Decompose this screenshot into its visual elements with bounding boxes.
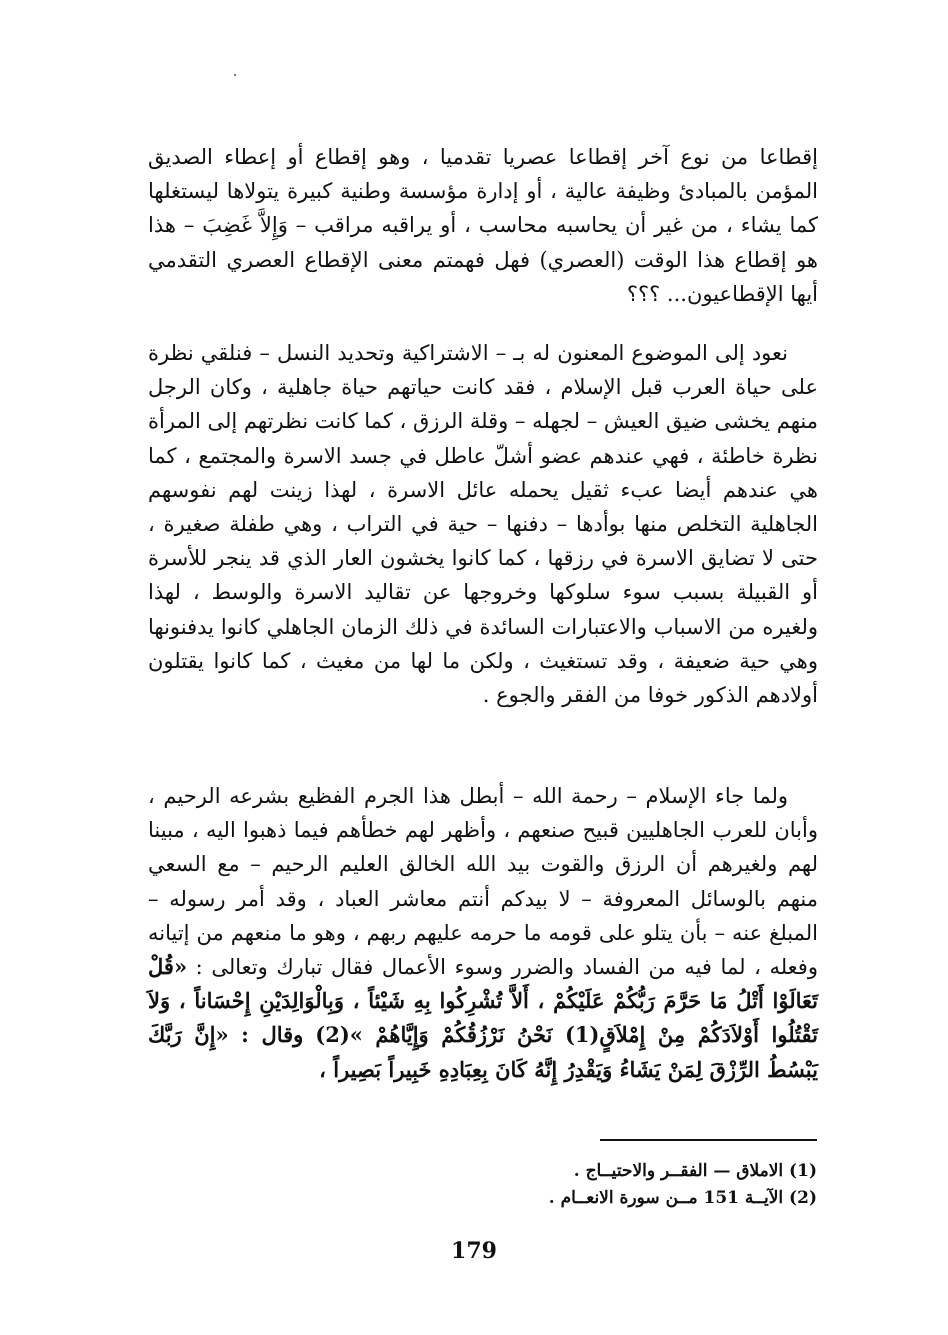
quran-verse-2: وقال : «إِنَّ رَبَّكَ يَبْسُطُ الرِّزْقَ لِمَنْ يَشَاءُ وَيَقْدِرُ إِنَّهُ كَانَ بِعِبَادِهِ خَبِيراً بَصِيراً ،	[148, 1022, 818, 1082]
footnote-1: (1) الاملاق — الفقــر والاحتيــاج .	[573, 1161, 817, 1181]
footnotes	[380, 1158, 817, 1212]
page-number: 179	[451, 1238, 497, 1264]
scan-speck	[234, 74, 236, 76]
paragraph-2-text: نعود إلى الموضوع المعنون له بـ – الاشتراكية وتحديد النسل – فنلقي نظرة على حياة العرب قبل الإسلام ، فقد كانت حياتهم حياة جاهلية ، وكان الرجل منهم يخشى ضيق العيش – لجهله – وقلة الرزق ، كما كانت نظرتهم إلى المرأة نظرة خاطئة ، فهي عندهم عضو أشلّ عاطل في جسد الاسرة والمجتمع ، كما هي عندهم أيضا عبء ثقيل يحمله عائل الاسرة ، لهذا زينت لهم نفوسهم الجاهلية التخلص منها بوأدها – دفنها – حية في التراب ، وهي طفلة صغيرة ، حتى لا تضايق الاسرة في رزقها ، كما كانوا يخشون العار الذي قد ينجر للأسرة أو القبيلة بسبب سوء سلوكها وخروجها عن تقاليد الاسرة والوسط ، لهذا ولغيره من الاسباب والاعتبارات السائدة في ذلك الزمان الجاهلي كانوا يدفنونها وهي حية ضعيفة ، وقد تستغيث ، ولكن ما لها من مغيث ، كما كانوا يقتلون أولادهم الذكور خوفا من الفقر والجوع .	[148, 341, 818, 708]
quran-verse-1: «قُلْ تَعَالَوْا أَتْلُ مَا حَرَّمَ رَبُّكُمْ عَلَيْكُمْ ، أَلاَّ تُشْرِكُوا بِهِ شَيْئاً ، وَبِالْوَالِدَيْنِ إِحْسَاناً ، وَلاَ تَقْتُلُوا أَوْلاَدَكُمْ مِنْ إِمْلاَقٍ(1) نَحْنُ نَرْزُقُكُمْ وَإِيَّاهُمْ »(2)	[148, 954, 818, 1048]
paragraph-1	[148, 140, 818, 311]
paragraph-2	[148, 336, 818, 712]
footnote-divider	[600, 1139, 817, 1141]
paragraph-3-text: ولما جاء الإسلام – رحمة الله – أبطل هذا الجرم الفظيع بشرعه الرحيم ، وأبان للعرب الجاهليين قبيح صنعهم ، وأظهر لهم خطأهم فيما ذهبوا اليه ، مبينا لهم ولغيرهم أن الرزق والقوت بيد الله الخالق العليم الرحيم – مع السعي منهم بالوسائل المعروفة – لا بيدكم أنتم معاشر العباد ، وقد أمر رسوله – المبلغ عنه – بأن يتلو على قومه ما حرمه عليهم ربهم ، وهو ما منعهم من إتيانه وفعله ، لما فيه من الفساد والضرر وسوء الأعمال فقال تبارك وتعالى :	[148, 784, 818, 980]
paragraph-1-text: إقطاعا من نوع آخر إقطاعا عصريا تقدميا ، وهو إقطاع أو إعطاء الصديق المؤمن بالمبادئ وظيفة عالية ، أو إدارة مؤسسة وطنية كبيرة يتولاها ليستغلها كما يشاء ، من غير أن يحاسبه محاسب ، أو يراقبه مراقب – وَإِلاَّ غَضِبَ – هذا هو إقطاع هذا الوقت (العصري) فهل فهمتم معنى الإقطاع العصري التقدمي أيها الإقطاعيون... ؟؟؟	[148, 145, 818, 306]
footnote-2: (2) الآيــة 151 مــن سورة الانعــام .	[548, 1188, 817, 1208]
paragraph-3	[148, 779, 818, 1087]
paragraph-3-body	[148, 779, 818, 1087]
